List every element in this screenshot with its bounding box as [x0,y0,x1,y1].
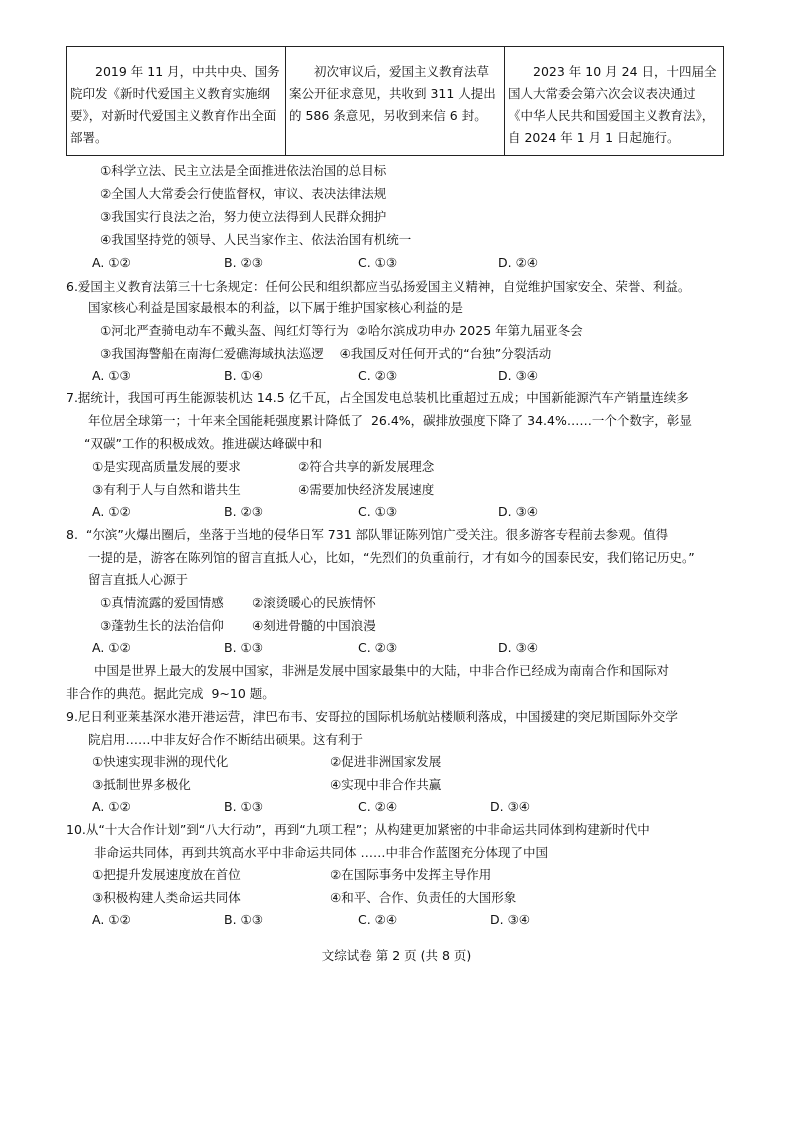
q9-option-c: C. ②④ [358,799,398,814]
intro-line-1: 中国是世界上最大的发展中国家，非洲是发展中国家最集中的大陆，中非合作已经成为南南合作和国际对 [94,663,670,678]
q5-item-1: ①科学立法、民主立法是全面推进依法治国的总目标 [100,163,387,178]
q6-stem-line-2: 国家核心利益是国家最根本的利益，以下属于维护国家核心利益的是 [88,300,464,315]
q8-item-1: ①真情流露的爱国情感 [100,595,224,610]
q9-option-b: B. ①③ [224,799,263,814]
q8-option-c: C. ②③ [358,640,398,655]
q7-item-2: ②符合共享的新发展理念 [298,459,435,474]
intro-line-2: 非合作的典范。据此完成 9~10 题。 [66,686,275,701]
q10-item-1: ①把提升发展速度放在首位 [92,867,241,882]
q7-item-1: ①是实现高质量发展的要求 [92,459,241,474]
q8-stem-line-3: 留言直抵人心源于 [88,572,189,587]
q7-option-b: B. ②③ [224,504,263,519]
q8-item-4: ④刻进骨髓的中国浪漫 [252,618,376,633]
q10-item-3: ③积极构建人类命运共同体 [92,890,241,905]
q7-stem-line-1: 7.据统计，我国可再生能源装机达 14.5 亿千瓦，占全国发电总装机比重超过五成；中国新能源汽车产销量连续多 [66,390,689,405]
q7-item-4: ④需要加快经济发展速度 [298,482,435,497]
table-row [67,47,724,156]
q5-option-a: A. ①② [92,255,131,270]
q6-option-c: C. ②③ [358,368,398,383]
table-cell-3: 2023 年 10 月 24 日，十四届全国人大常委会第六次会议表决通过《中华人民共和国爱国主义教育法》，自 2024 年 1 月 1 日起施行。 [505,47,724,156]
q9-item-1: ①快速实现非洲的现代化 [92,754,229,769]
q10-option-a: A. ①② [92,912,131,927]
q8-option-b: B. ①③ [224,640,263,655]
q8-option-a: A. ①② [92,640,131,655]
q8-item-3: ③蓬勃生长的法治信仰 [100,618,224,633]
q5-option-d: D. ②④ [498,255,538,270]
q7-stem-line-3: “双碳”工作的积极成效。推进碳达峰碳中和 [84,436,322,451]
q6-option-a: A. ①③ [92,368,131,383]
q9-item-3: ③抵制世界多极化 [92,777,191,792]
q9-item-2: ②促进非洲国家发展 [330,754,442,769]
q9-stem-line-2: 院启用……中非友好合作不断结出硕果。这有利于 [88,732,364,747]
q7-item-3: ③有利于人与自然和谐共生 [92,482,241,497]
q5-option-b: B. ②③ [224,255,263,270]
material-table [66,46,724,156]
q10-stem-line-1: 10.从“十大合作计划”到“八大行动”，再到“九项工程”；从构建更加紧密的中非命运共同体到构建新时代中 [66,822,650,837]
q10-stem-line-2: 非命运共同体，再到共筑高水平中非命运共同体 ……中非合作蓝图充分体现了中国 [94,845,548,860]
q10-option-b: B. ①③ [224,912,263,927]
q6-items-line-2: ③我国海警船在南海仁爱礁海域执法巡逻 ④我国反对任何开式的“台独”分裂活动 [100,346,552,361]
q8-stem-line-2: 一提的是，游客在陈列馆的留言直抵人心，比如，“先烈们的负重前行，才有如今的国泰民安，我们铭记历史。” [88,550,695,565]
q5-option-c: C. ①③ [358,255,398,270]
q8-item-2: ②滚烫暖心的民族情怀 [252,595,376,610]
q10-item-4: ④和平、合作、负责任的大国形象 [330,890,517,905]
q7-option-a: A. ①② [92,504,131,519]
q6-items-line-1: ①河北严查骑电动车不戴头盔、闯红灯等行为 ②哈尔滨成功申办 2025 年第九届亚冬会 [100,323,583,338]
q7-option-d: D. ③④ [498,504,538,519]
q5-item-4: ④我国坚持党的领导、人民当家作主、依法治国有机统一 [100,232,412,247]
q6-option-b: B. ①④ [224,368,263,383]
q6-option-d: D. ③④ [498,368,538,383]
q9-option-d: D. ③④ [490,799,530,814]
q6-stem-line-1: 6.爱国主义教育法第三十七条规定：任何公民和组织都应当弘扬爱国主义精神，自觉维护国家安全、荣誉、利益。 [66,279,691,294]
table-cell-2: 初次审议后，爱国主义教育法草案公开征求意见，共收到 311 人提出的 586 条意见，另收到来信 6 封。 [286,47,505,156]
q7-stem-line-2: 年位居全球第一；十年来全国能耗强度累计降低了 26.4%，碳排放强度下降了 34.4%……一个个数字，彰显 [88,413,692,428]
q5-item-3: ③我国实行良法之治，努力使立法得到人民群众拥护 [100,209,387,224]
q5-item-2: ②全国人大常委会行使监督权，审议、表决法律法规 [100,186,387,201]
q10-option-d: D. ③④ [490,912,530,927]
q9-item-4: ④实现中非合作共赢 [330,777,442,792]
page-footer: 文综试卷 第 2 页 (共 8 页) [321,948,472,963]
q7-option-c: C. ①③ [358,504,398,519]
q10-option-c: C. ②④ [358,912,398,927]
q9-stem-line-1: 9.尼日利亚莱基深水港开港运营，津巴布韦、安哥拉的国际机场航站楼顺利落成，中国援建的突尼斯国际外交学 [66,709,678,724]
q10-item-2: ②在国际事务中发挥主导作用 [330,867,492,882]
q9-option-a: A. ①② [92,799,131,814]
q8-option-d: D. ③④ [498,640,538,655]
table-cell-1: 2019 年 11 月，中共中央、国务院印发《新时代爱国主义教育实施纲要》，对新时代爱国主义教育作出全面部署。 [67,47,286,156]
q8-stem-line-1: 8. “尔滨”火爆出圈后，坐落于当地的侵华日军 731 部队罪证陈列馆广受关注。很多游客专程前去参观。值得 [66,527,669,542]
